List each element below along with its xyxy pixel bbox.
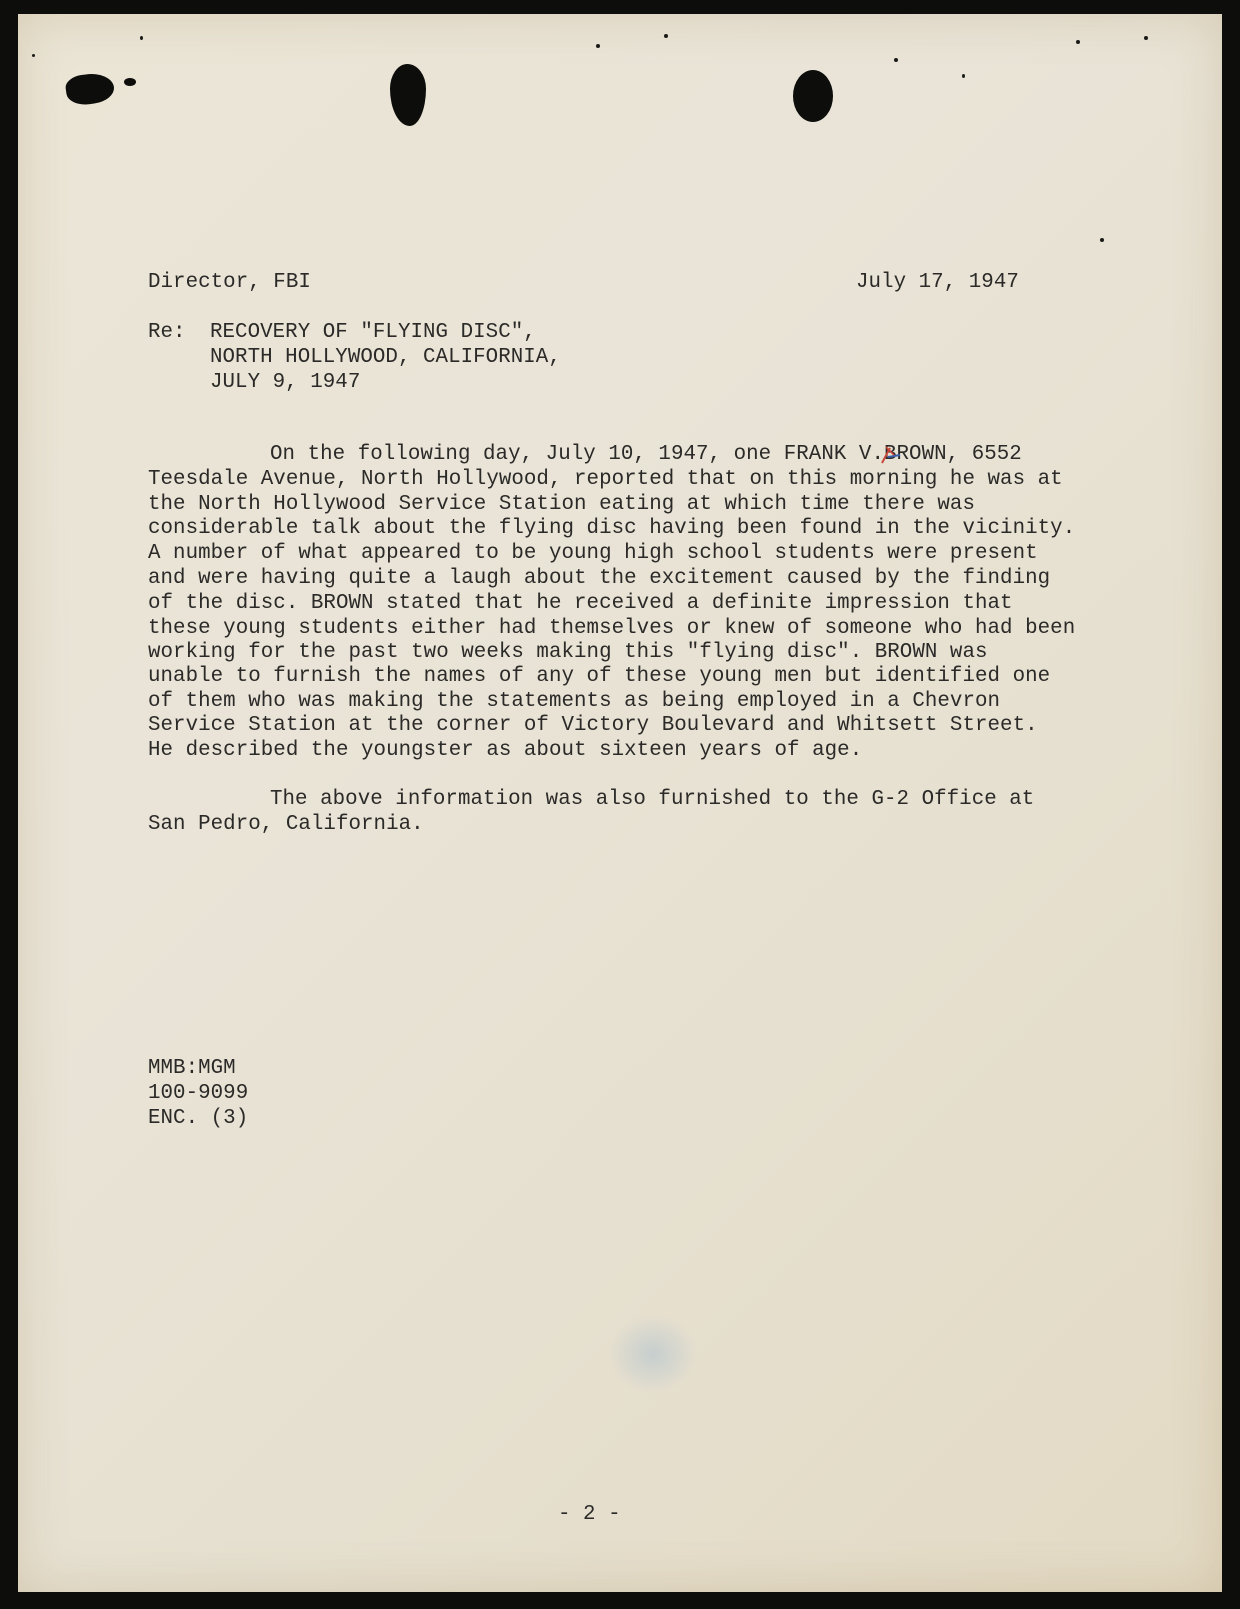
speck [1100, 238, 1104, 242]
torn-corner-mark [64, 71, 116, 107]
paragraph2-line: The above information was also furnished to the G-2 Office at [270, 788, 1035, 811]
paragraph1-line: of the disc. BROWN stated that he received a definite impression that [148, 592, 1013, 615]
enclosures: ENC. (3) [148, 1107, 249, 1130]
paragraph1-line: He described the youngster as about sixteen years of age. [148, 739, 863, 762]
speck [664, 34, 668, 38]
speck [32, 54, 35, 57]
subject-line-1: RECOVERY OF "FLYING DISC", [210, 321, 536, 344]
annotated-name [884, 443, 947, 466]
paragraph1-line: A number of what appeared to be young high school students were present [148, 542, 1038, 565]
speck [140, 36, 143, 40]
paragraph1-line: considerable talk about the flying disc having been found in the vicinity. [148, 517, 1076, 540]
paragraph1-line-1-lead: On the following day, July 10, 1947, one FRANK V. [270, 443, 884, 466]
subject-line-3: JULY 9, 1947 [210, 371, 361, 394]
paragraph1-line: Service Station at the corner of Victory Boulevard and Whitsett Street. [148, 714, 1038, 737]
speck [1144, 36, 1148, 40]
speck [962, 74, 965, 78]
page-number: - 2 - [558, 1503, 621, 1526]
punch-hole-right [793, 70, 833, 122]
paragraph1-line-1-tail: , 6552 [946, 443, 1022, 466]
addressee: Director, FBI [148, 271, 311, 294]
letter-date: July 17, 1947 [856, 271, 1019, 294]
speck [1076, 40, 1080, 44]
paragraph1-line: Teesdale Avenue, North Hollywood, reported that on this morning he was at [148, 468, 1063, 491]
paragraph1-line: and were having quite a laugh about the excitement caused by the finding [148, 567, 1051, 590]
file-number: 100-9099 [148, 1082, 249, 1105]
speck [894, 58, 898, 62]
torn-corner-mark-small [124, 78, 136, 86]
paragraph1-line: unable to furnish the names of any of these young men but identified one [148, 665, 1051, 688]
paragraph2-line: San Pedro, California. [148, 813, 424, 836]
annotated-name-text: BROWN [883, 443, 947, 466]
paragraph1-line-1 [270, 442, 1022, 467]
paragraph1-line: the North Hollywood Service Station eating at which time there was [148, 493, 975, 516]
subject-line-2: NORTH HOLLYWOOD, CALIFORNIA, [210, 346, 561, 369]
paragraph1-line: of them who was making the statements as being employed in a Chevron [148, 690, 1001, 713]
re-label: Re: [148, 321, 186, 344]
paragraph1-line: these young students either had themselves or knew of someone who had been [148, 617, 1076, 640]
document-page [18, 14, 1222, 1592]
speck [596, 44, 600, 48]
ink-smudge [608, 1314, 698, 1394]
punch-hole-left [390, 64, 426, 126]
paragraph1-line: working for the past two weeks making this "flying disc". BROWN was [148, 641, 988, 664]
typist-initials: MMB:MGM [148, 1057, 236, 1080]
